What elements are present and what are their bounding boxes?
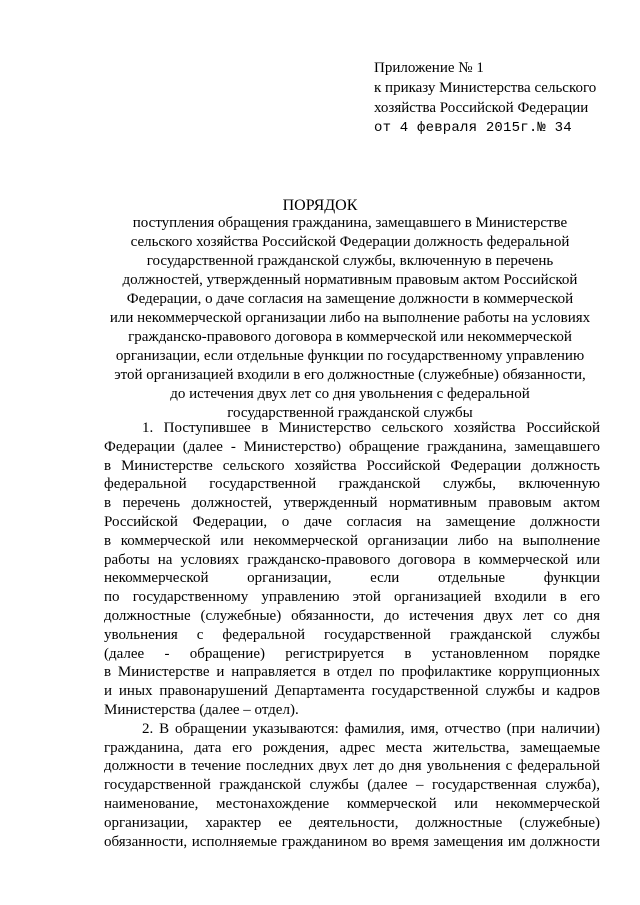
- subtitle-line: сельского хозяйства Российской Федерации должность федеральной: [130, 234, 570, 250]
- paragraph-line: федеральной государственной гражданской службы, включенную: [104, 476, 600, 493]
- paragraph-line: и иных правонарушений Департамента государственной службы и кадров: [104, 683, 600, 700]
- paragraph-line: гражданина, дата его рождения, адрес места жительства, замещаемые: [104, 739, 600, 756]
- paragraph-line: в перечень должностей, утвержденный нормативным правовым актом: [104, 495, 600, 512]
- subtitle-line: государственной гражданской службы: [227, 405, 473, 421]
- paragraph-line: в Министерстве сельского хозяйства Российской Федерации должность: [104, 457, 600, 474]
- paragraph-line: Российской Федерации, о даче согласия на замещение должности: [104, 513, 600, 530]
- appendix-number: Приложение № 1: [374, 60, 484, 76]
- document-body: [104, 419, 600, 851]
- paragraph-line: организации, характер ее деятельности, должностные (служебные): [104, 814, 600, 831]
- paragraph-line: по государственному управлению этой организацией входили в его: [104, 589, 600, 606]
- subtitle-line: до истечения двух лет со дня увольнения с федеральной: [170, 386, 530, 402]
- paragraph-line: 1. Поступившее в Министерство сельского хозяйства Российской: [142, 420, 600, 436]
- paragraph-line: должности в течение последних двух лет до дня увольнения с федеральной: [104, 758, 600, 775]
- appendix-ministry: хозяйства Российской Федерации: [374, 100, 589, 116]
- paragraph-line: (далее - обращение) регистрируется в установленном порядке: [104, 645, 600, 662]
- subtitle-line: Федерации, о даче согласия на замещение должности в коммерческой: [126, 291, 574, 307]
- paragraph-line: некоммерческой организации, если отдельные функции: [104, 570, 600, 587]
- paragraph-line: увольнения с федеральной государственной гражданской службы: [104, 626, 600, 643]
- subtitle-line: организации, если отдельные функции по государственному управлению: [115, 348, 585, 364]
- paragraph-line: Федерации (далее - Министерство) обращение гражданина, замещавшего: [104, 438, 600, 455]
- appendix-header: [374, 58, 624, 138]
- document-subtitle: [100, 214, 600, 423]
- appendix-date-number: от 4 февраля 2015г.№ 34: [374, 120, 572, 136]
- paragraph-line: обязанности, исполняемые гражданином во время замещения им должности: [104, 833, 600, 850]
- subtitle-line: должностей, утвержденный нормативным правовым актом Российской: [122, 272, 578, 288]
- subtitle-line: гражданско-правового договора в коммерческой или некоммерческой: [128, 329, 572, 345]
- paragraph-line: 2. В обращении указываются: фамилия, имя, отчество (при наличии): [142, 720, 600, 737]
- subtitle-line: этой организацией входили в его должностные (служебные) обязанности,: [114, 367, 586, 383]
- paragraph-line: должностные (служебные) обязанности, до истечения двух лет со дня: [104, 607, 600, 624]
- paragraph-line: в Министерстве и направляется в отдел по профилактике коррупционных: [104, 664, 600, 681]
- appendix-order-ref: к приказу Министерства сельского: [374, 80, 597, 96]
- document-title: ПОРЯДОК: [282, 197, 358, 214]
- paragraph-line: Министерства (далее – отдел).: [104, 701, 299, 718]
- paragraph-1: [104, 419, 600, 720]
- paragraph-2: [104, 720, 600, 852]
- paragraph-line: работы на условиях гражданско-правового договора в коммерческой или: [104, 551, 600, 568]
- subtitle-line: государственной гражданской службы, включенную в перечень: [146, 253, 554, 269]
- paragraph-line: в коммерческой или некоммерческой организации либо на выполнение: [104, 532, 600, 549]
- paragraph-line: государственной гражданской службы (далее – государственная служба),: [104, 777, 600, 794]
- paragraph-line: наименование, местонахождение коммерческой или некоммерческой: [104, 795, 600, 812]
- subtitle-line: поступления обращения гражданина, замещавшего в Министерстве: [132, 215, 568, 231]
- subtitle-line: или некоммерческой организации либо на выполнение работы на условиях: [109, 310, 591, 326]
